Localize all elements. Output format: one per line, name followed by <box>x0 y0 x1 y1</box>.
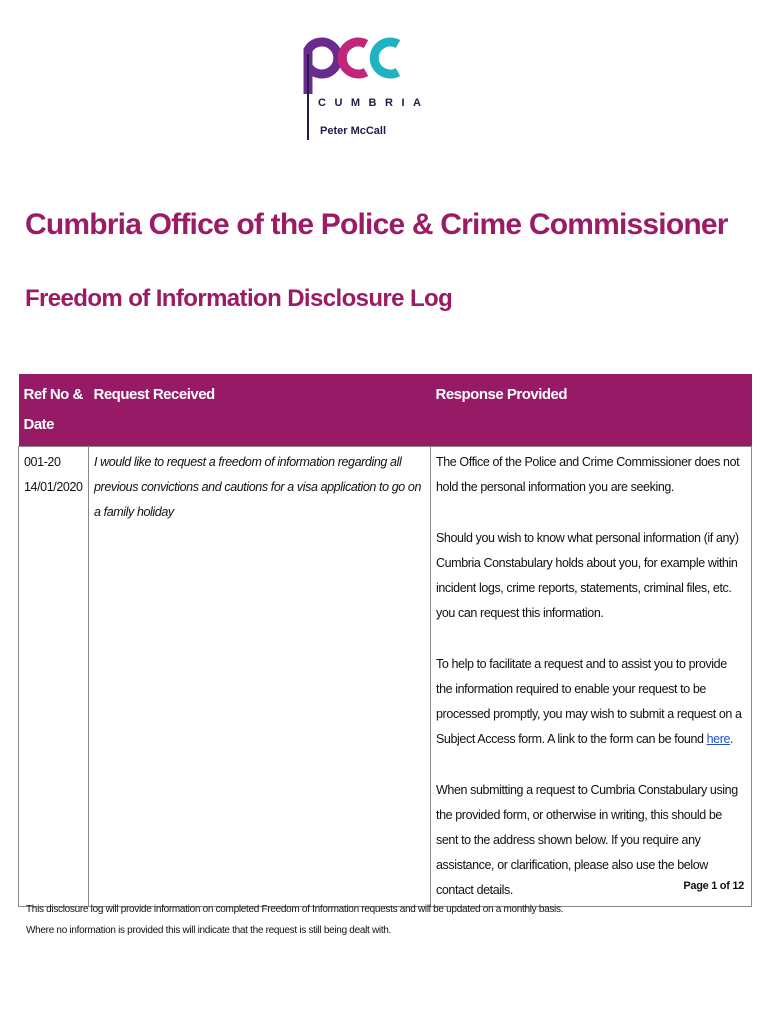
cell-request: I would like to request a freedom of information regarding all previous convictions and cautions for a visa application to go on a family holiday <box>89 447 431 907</box>
response-paragraph <box>436 652 746 752</box>
header-request-received: Request Received <box>89 374 431 447</box>
disclosure-log-table <box>18 374 752 907</box>
table-row <box>19 447 752 907</box>
header-ref-date: Ref No & Date <box>19 374 89 447</box>
footer-note: Where no information is provided this will indicate that the request is still being dealt with. <box>26 925 392 936</box>
logo-region: CUMBRIA <box>318 97 430 109</box>
header-response-provided: Response Provided <box>431 374 752 447</box>
page-number: Page 1 of 12 <box>683 880 744 892</box>
cell-ref-date <box>19 447 89 907</box>
response-text: To help to facilitate a request and to assist you to provide the information required to enable your request to be processed promptly, you may wish to submit a request on a Subject Access form. A link to the form can be found <box>436 657 742 746</box>
footer-note: This disclosure log will provide information on completed Freedom of Information requests and will be updated on a monthly basis. <box>26 904 564 915</box>
request-date: 14/01/2020 <box>24 480 83 494</box>
page-subtitle: Freedom of Information Disclosure Log <box>25 285 453 312</box>
pcc-logo-mark <box>300 22 410 102</box>
ref-number: 001-20 <box>24 455 61 469</box>
response-paragraph: The Office of the Police and Crime Commissioner does not hold the personal information you are seeking. <box>436 455 740 494</box>
pcc-logo <box>300 22 430 150</box>
logo-person-name: Peter McCall <box>320 125 387 137</box>
page-title: Cumbria Office of the Police & Crime Commissioner <box>25 208 728 241</box>
table-header-row <box>19 374 752 447</box>
response-paragraph: Should you wish to know what personal information (if any) Cumbria Constabulary holds about you, for example within incident logs, crime reports, statements, criminal files, etc. you can request this information. <box>436 531 739 620</box>
cell-response <box>431 447 752 907</box>
subject-access-form-link[interactable]: here <box>706 732 731 746</box>
response-paragraph: When submitting a request to Cumbria Constabulary using the provided form, or otherwise in writing, this should be sent to the address shown below. If you require any assistance, or clarification, please also use the below contact details. <box>436 783 738 897</box>
response-text: . <box>730 732 734 746</box>
